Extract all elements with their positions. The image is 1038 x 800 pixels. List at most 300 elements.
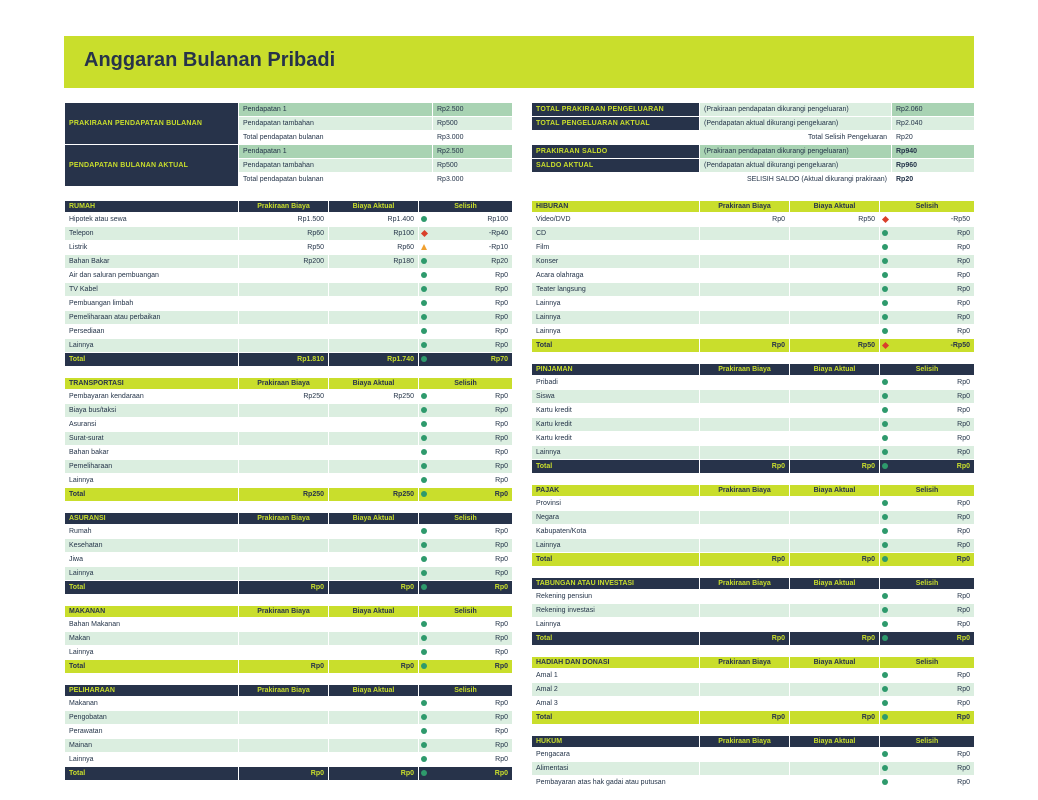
difference-value: Rp0 <box>495 421 508 428</box>
income-value[interactable]: Rp2.500 <box>433 103 513 117</box>
projected-cost-cell[interactable] <box>700 297 790 311</box>
col-header-diff: Selisih <box>419 201 513 213</box>
on-budget-circle-icon <box>882 421 888 427</box>
actual-cost-cell[interactable] <box>329 618 419 632</box>
row-label: Pribadi <box>532 376 700 390</box>
projected-cost-cell[interactable] <box>700 497 790 511</box>
projected-cost-cell[interactable] <box>239 632 329 646</box>
projected-cost-cell[interactable] <box>700 525 790 539</box>
actual-cost-cell[interactable] <box>329 283 419 297</box>
difference-cell <box>419 646 513 660</box>
projected-cost-cell[interactable] <box>700 227 790 241</box>
difference-value: Rp0 <box>495 570 508 577</box>
col-header-projected: Prakiraan Biaya <box>239 513 329 525</box>
projected-cost-cell[interactable] <box>239 753 329 767</box>
difference-value: Rp0 <box>495 342 508 349</box>
on-budget-circle-icon <box>882 593 888 599</box>
actual-cost-cell[interactable] <box>790 669 880 683</box>
projected-cost-cell[interactable]: Rp200 <box>239 255 329 269</box>
on-budget-circle-icon <box>882 393 888 399</box>
total-row <box>532 711 975 725</box>
table-row <box>532 525 975 539</box>
projected-cost-cell[interactable] <box>700 776 790 790</box>
difference-cell <box>880 697 975 711</box>
difference-cell <box>880 227 975 241</box>
difference-value: Rp0 <box>495 528 508 535</box>
actual-cost-cell[interactable] <box>790 590 880 604</box>
difference-value: Rp0 <box>957 514 970 521</box>
difference-value: -Rp50 <box>950 342 970 349</box>
on-budget-circle-icon <box>882 272 888 278</box>
col-header-diff: Selisih <box>880 736 975 748</box>
actual-cost-cell[interactable] <box>329 297 419 311</box>
difference-cell <box>880 255 975 269</box>
actual-cost-cell[interactable] <box>790 269 880 283</box>
actual-cost-cell[interactable] <box>329 646 419 660</box>
difference-cell <box>880 390 975 404</box>
projected-cost-cell[interactable] <box>700 604 790 618</box>
actual-cost-cell[interactable] <box>329 632 419 646</box>
actual-cost-cell[interactable] <box>790 697 880 711</box>
actual-cost-cell[interactable] <box>790 311 880 325</box>
row-label: Hipotek atau sewa <box>65 213 239 227</box>
actual-cost-cell[interactable] <box>790 404 880 418</box>
table-row <box>65 213 513 227</box>
difference-value: -Rp50 <box>950 216 970 223</box>
actual-cost-cell[interactable] <box>329 539 419 553</box>
difference-value: Rp0 <box>957 314 970 321</box>
on-budget-circle-icon <box>421 272 427 278</box>
actual-cost-cell[interactable] <box>329 418 419 432</box>
col-header-diff: Selisih <box>419 513 513 525</box>
row-label: Pembayaran kendaraan <box>65 390 239 404</box>
actual-cost-cell[interactable] <box>790 297 880 311</box>
actual-cost-cell[interactable] <box>790 748 880 762</box>
difference-cell <box>419 539 513 553</box>
over-budget-diamond-icon <box>882 216 889 223</box>
projected-cost-cell[interactable] <box>700 697 790 711</box>
actual-cost-cell[interactable] <box>790 432 880 446</box>
projected-cost-cell[interactable] <box>239 646 329 660</box>
actual-cost-cell[interactable]: Rp60 <box>329 241 419 255</box>
on-budget-circle-icon <box>882 607 888 613</box>
table-row <box>65 325 513 339</box>
table-row <box>65 255 513 269</box>
actual-cost-cell[interactable]: Rp250 <box>329 390 419 404</box>
section-gap <box>531 474 974 484</box>
on-budget-circle-icon <box>421 356 427 362</box>
projected-cost-cell[interactable] <box>239 525 329 539</box>
row-label: Amal 3 <box>532 697 700 711</box>
projected-cost-cell[interactable] <box>239 553 329 567</box>
projected-cost-cell[interactable] <box>700 311 790 325</box>
table-row <box>65 539 513 553</box>
difference-value: Rp0 <box>495 756 508 763</box>
on-budget-circle-icon <box>882 686 888 692</box>
actual-cost-cell[interactable]: Rp100 <box>329 227 419 241</box>
table-row <box>65 390 513 404</box>
actual-cost-cell[interactable] <box>329 553 419 567</box>
table-row <box>65 753 513 767</box>
projected-cost-cell[interactable] <box>239 474 329 488</box>
table-row <box>532 418 975 432</box>
projected-cost-cell[interactable] <box>700 432 790 446</box>
category-title: HIBURAN <box>532 201 700 213</box>
projected-cost-cell[interactable] <box>700 325 790 339</box>
difference-cell <box>880 762 975 776</box>
col-header-actual: Biaya Aktual <box>790 364 880 376</box>
projected-cost-cell[interactable] <box>700 283 790 297</box>
on-budget-circle-icon <box>421 449 427 455</box>
projected-cost-cell[interactable] <box>700 404 790 418</box>
total-label: Total <box>532 460 700 474</box>
difference-value: Rp0 <box>957 286 970 293</box>
total-label: Total <box>532 632 700 646</box>
projected-cost-cell[interactable] <box>239 283 329 297</box>
difference-value: Rp0 <box>957 435 970 442</box>
actual-cost-cell[interactable] <box>329 753 419 767</box>
actual-cost-cell[interactable] <box>790 511 880 525</box>
difference-cell <box>880 525 975 539</box>
projected-cost-cell[interactable] <box>700 255 790 269</box>
on-budget-circle-icon <box>421 300 427 306</box>
projected-cost-cell[interactable] <box>700 446 790 460</box>
difference-value: -Rp40 <box>488 230 508 237</box>
row-label: Kartu kredit <box>532 432 700 446</box>
category-table <box>531 363 975 474</box>
table-row <box>532 618 975 632</box>
actual-cost-cell[interactable] <box>329 325 419 339</box>
projected-cost-cell[interactable] <box>700 539 790 553</box>
actual-cost-cell[interactable] <box>329 567 419 581</box>
col-header-projected: Prakiraan Biaya <box>700 736 790 748</box>
row-label: Jiwa <box>65 553 239 567</box>
row-label: Teater langsung <box>532 283 700 297</box>
on-budget-circle-icon <box>882 528 888 534</box>
projected-cost-cell[interactable] <box>239 297 329 311</box>
projected-cost-cell[interactable] <box>239 725 329 739</box>
on-budget-circle-icon <box>421 407 427 413</box>
difference-cell <box>880 297 975 311</box>
table-row <box>65 311 513 325</box>
row-label: Asuransi <box>65 418 239 432</box>
difference-value: Rp70 <box>490 356 508 363</box>
table-row <box>65 283 513 297</box>
projected-cost-cell[interactable] <box>700 511 790 525</box>
projected-cost-cell[interactable] <box>700 683 790 697</box>
difference-cell <box>419 581 513 595</box>
actual-cost-cell[interactable] <box>790 418 880 432</box>
actual-cost-cell[interactable] <box>790 255 880 269</box>
difference-cell <box>419 227 513 241</box>
category-table <box>64 684 513 781</box>
projected-cost-cell[interactable] <box>239 418 329 432</box>
projected-cost-cell[interactable] <box>700 390 790 404</box>
difference-value: Rp0 <box>495 272 508 279</box>
actual-cost-cell[interactable] <box>790 762 880 776</box>
summary-note: (Pendapatan aktual dikurangi pengeluaran) <box>700 117 892 131</box>
difference-cell <box>419 660 513 674</box>
col-header-actual: Biaya Aktual <box>790 736 880 748</box>
actual-cost-cell[interactable] <box>329 725 419 739</box>
actual-cost-cell[interactable] <box>790 618 880 632</box>
total-projected: Rp250 <box>239 488 329 502</box>
actual-cost-cell[interactable] <box>329 711 419 725</box>
actual-cost-cell[interactable] <box>790 446 880 460</box>
difference-cell <box>880 776 975 790</box>
row-label: Air dan saluran pembuangan <box>65 269 239 283</box>
on-budget-circle-icon <box>882 514 888 520</box>
total-actual: Rp0 <box>329 767 419 781</box>
category-title: PAJAK <box>532 485 700 497</box>
difference-cell <box>419 525 513 539</box>
difference-cell <box>880 432 975 446</box>
difference-value: Rp0 <box>495 728 508 735</box>
category-title: TABUNGAN ATAU INVESTASI <box>532 578 700 590</box>
projected-cost-cell[interactable]: Rp50 <box>239 241 329 255</box>
difference-cell <box>419 725 513 739</box>
difference-cell <box>419 553 513 567</box>
total-actual: Rp1.740 <box>329 353 419 367</box>
table-row <box>65 739 513 753</box>
actual-cost-cell[interactable]: Rp1.400 <box>329 213 419 227</box>
difference-cell <box>419 460 513 474</box>
summary-value: Rp20 <box>892 131 975 145</box>
over-budget-diamond-icon <box>882 342 889 349</box>
category-table <box>531 577 975 646</box>
projected-cost-cell[interactable] <box>700 762 790 776</box>
actual-cost-cell[interactable] <box>790 325 880 339</box>
actual-cost-cell[interactable] <box>329 339 419 353</box>
difference-cell <box>419 418 513 432</box>
actual-cost-cell[interactable] <box>329 446 419 460</box>
summary-label: TOTAL PENGELUARAN AKTUAL <box>532 117 700 131</box>
table-row <box>65 404 513 418</box>
category-table <box>64 377 513 502</box>
projected-cost-cell[interactable] <box>239 311 329 325</box>
actual-cost-cell[interactable] <box>790 241 880 255</box>
on-budget-circle-icon <box>882 463 888 469</box>
actual-cost-cell[interactable] <box>790 776 880 790</box>
row-label: Amal 1 <box>532 669 700 683</box>
difference-cell <box>880 311 975 325</box>
col-header-actual: Biaya Aktual <box>329 201 419 213</box>
actual-cost-cell[interactable] <box>790 525 880 539</box>
row-label: Pemeliharaan <box>65 460 239 474</box>
income-value[interactable]: Rp500 <box>433 117 513 131</box>
actual-cost-cell[interactable] <box>329 697 419 711</box>
projected-cost-cell[interactable] <box>700 269 790 283</box>
projected-cost-cell[interactable] <box>700 590 790 604</box>
col-header-diff: Selisih <box>419 685 513 697</box>
actual-cost-cell[interactable]: Rp180 <box>329 255 419 269</box>
projected-cost-cell[interactable] <box>239 618 329 632</box>
difference-cell <box>419 311 513 325</box>
table-row <box>532 269 975 283</box>
category-table <box>64 200 513 367</box>
actual-cost-cell[interactable] <box>329 269 419 283</box>
section-gap <box>531 567 974 577</box>
difference-value: Rp0 <box>957 328 970 335</box>
table-row <box>532 227 975 241</box>
category-title: PELIHARAAN <box>65 685 239 697</box>
table-row <box>65 269 513 283</box>
total-projected: Rp0 <box>239 581 329 595</box>
total-projected: Rp1.810 <box>239 353 329 367</box>
difference-value: Rp0 <box>957 393 970 400</box>
on-budget-circle-icon <box>421 714 427 720</box>
projected-cost-cell[interactable] <box>239 460 329 474</box>
actual-cost-cell[interactable] <box>329 311 419 325</box>
table-row <box>65 525 513 539</box>
projected-cost-cell[interactable] <box>239 446 329 460</box>
table-row <box>65 618 513 632</box>
actual-cost-cell[interactable] <box>790 683 880 697</box>
projected-cost-cell[interactable] <box>239 432 329 446</box>
income-value[interactable]: Rp2.500 <box>433 145 513 159</box>
difference-cell <box>880 711 975 725</box>
section-gap <box>64 595 512 605</box>
right-column <box>531 102 974 790</box>
row-label: Lainnya <box>532 539 700 553</box>
projected-cost-cell[interactable] <box>239 404 329 418</box>
row-label: Makanan <box>65 697 239 711</box>
projected-cost-cell[interactable] <box>239 567 329 581</box>
difference-cell <box>419 283 513 297</box>
difference-cell <box>880 460 975 474</box>
projected-cost-cell[interactable] <box>239 739 329 753</box>
col-header-diff: Selisih <box>880 578 975 590</box>
row-label: Kabupaten/Kota <box>532 525 700 539</box>
projected-cost-cell[interactable] <box>239 325 329 339</box>
on-budget-circle-icon <box>882 751 888 757</box>
col-header-actual: Biaya Aktual <box>790 578 880 590</box>
summary-label: PRAKIRAAN SALDO <box>532 145 700 159</box>
category-title: HADIAH DAN DONASI <box>532 657 700 669</box>
actual-cost-cell[interactable] <box>329 460 419 474</box>
actual-cost-cell[interactable] <box>790 604 880 618</box>
projected-cost-cell[interactable]: Rp250 <box>239 390 329 404</box>
row-label: Lainnya <box>65 567 239 581</box>
on-budget-circle-icon <box>421 728 427 734</box>
summary-value: Rp940 <box>892 145 975 159</box>
projected-cost-cell[interactable] <box>700 748 790 762</box>
projected-cost-cell[interactable] <box>239 269 329 283</box>
difference-value: Rp0 <box>957 751 970 758</box>
actual-cost-cell[interactable]: Rp50 <box>790 213 880 227</box>
projected-cost-cell[interactable]: Rp60 <box>239 227 329 241</box>
col-header-projected: Prakiraan Biaya <box>239 685 329 697</box>
on-budget-circle-icon <box>882 286 888 292</box>
table-row <box>532 748 975 762</box>
on-budget-circle-icon <box>882 621 888 627</box>
row-label: Rumah <box>65 525 239 539</box>
difference-value: Rp0 <box>957 700 970 707</box>
category-table <box>64 605 513 674</box>
actual-cost-cell[interactable] <box>329 404 419 418</box>
projected-cost-cell[interactable]: Rp1.500 <box>239 213 329 227</box>
left-category-list <box>64 200 512 781</box>
table-row <box>532 590 975 604</box>
category-title: TRANSPORTASI <box>65 378 239 390</box>
income-label: Pendapatan tambahan <box>239 159 433 173</box>
summary-note: (Prakiraan pendapatan dikurangi pengeluaran) <box>700 145 892 159</box>
on-budget-circle-icon <box>421 570 427 576</box>
projected-cost-cell[interactable] <box>239 539 329 553</box>
projected-cost-cell[interactable] <box>239 697 329 711</box>
row-label: Konser <box>532 255 700 269</box>
projected-cost-cell[interactable] <box>700 376 790 390</box>
actual-cost-cell[interactable] <box>329 474 419 488</box>
on-budget-circle-icon <box>421 635 427 641</box>
row-label: Perawatan <box>65 725 239 739</box>
difference-value: Rp0 <box>957 449 970 456</box>
on-budget-circle-icon <box>421 435 427 441</box>
table-row <box>65 418 513 432</box>
projected-cost-cell[interactable] <box>700 669 790 683</box>
projected-cost-cell[interactable] <box>700 418 790 432</box>
difference-cell <box>880 748 975 762</box>
category-table <box>64 512 513 595</box>
row-label: Kartu kredit <box>532 418 700 432</box>
col-header-diff: Selisih <box>880 201 975 213</box>
actual-cost-cell[interactable] <box>790 227 880 241</box>
difference-cell <box>419 567 513 581</box>
actual-cost-cell[interactable] <box>790 376 880 390</box>
row-label: Pemeliharaan atau perbaikan <box>65 311 239 325</box>
difference-value: Rp0 <box>495 300 508 307</box>
total-row <box>65 660 513 674</box>
table-row <box>65 432 513 446</box>
actual-cost-cell[interactable] <box>790 390 880 404</box>
total-label: Total <box>65 767 239 781</box>
section-gap <box>531 353 974 363</box>
actual-cost-cell[interactable] <box>329 525 419 539</box>
difference-value: Rp100 <box>487 216 508 223</box>
actual-cost-cell[interactable] <box>790 283 880 297</box>
row-label: Lainnya <box>65 646 239 660</box>
col-header-projected: Prakiraan Biaya <box>239 378 329 390</box>
projected-cost-cell[interactable] <box>239 339 329 353</box>
actual-cost-cell[interactable] <box>790 539 880 553</box>
projected-cost-cell[interactable] <box>700 241 790 255</box>
title-banner <box>64 36 974 88</box>
difference-cell <box>880 404 975 418</box>
table-row <box>65 632 513 646</box>
over-budget-diamond-icon <box>421 230 428 237</box>
summary-value: Rp2.040 <box>892 117 975 131</box>
income-value[interactable]: Rp500 <box>433 159 513 173</box>
on-budget-circle-icon <box>882 244 888 250</box>
difference-cell <box>880 339 975 353</box>
difference-cell <box>880 283 975 297</box>
actual-cost-cell[interactable] <box>329 739 419 753</box>
difference-value: Rp0 <box>495 314 508 321</box>
projected-cost-cell[interactable] <box>700 618 790 632</box>
projected-cost-cell[interactable]: Rp0 <box>700 213 790 227</box>
difference-cell <box>880 683 975 697</box>
actual-cost-cell[interactable] <box>329 432 419 446</box>
actual-cost-cell[interactable] <box>790 497 880 511</box>
total-label: Total <box>65 488 239 502</box>
row-label: Rekening investasi <box>532 604 700 618</box>
table-row <box>532 762 975 776</box>
table-row <box>532 432 975 446</box>
projected-cost-cell[interactable] <box>239 711 329 725</box>
total-label: Total <box>65 660 239 674</box>
difference-value: Rp0 <box>495 463 508 470</box>
on-budget-circle-icon <box>421 314 427 320</box>
